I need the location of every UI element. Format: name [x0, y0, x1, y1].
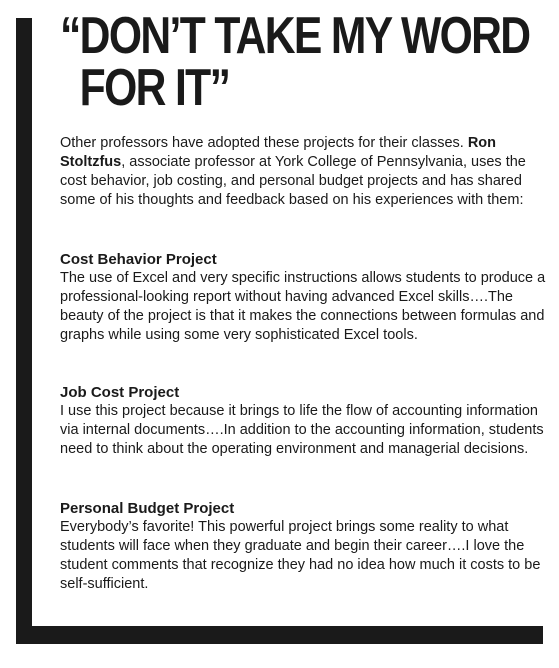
intro-text-end: , associate professor at York College of Pennsylvania, uses the cost behavior, job costing, and personal budget projects and has shared some of his thoughts and feedback based on his experiences with them: — [60, 154, 526, 208]
section-body: The use of Excel and very specific instructions allows students to produce a professional-looking report without having advanced Excel skills….The beauty of the project is that it makes the connections between formulas and graphs while using some very sophisticated Excel tools. — [60, 270, 546, 343]
intro-text-start: Other professors have adopted these projects for their classes. — [60, 135, 468, 151]
bottom-frame-bar — [16, 626, 543, 644]
left-frame-bar — [16, 18, 32, 644]
section-title: Cost Behavior Project — [60, 251, 217, 268]
headline — [60, 7, 544, 117]
job-cost-section — [60, 383, 546, 459]
intro-paragraph — [60, 134, 546, 210]
headline-line-2: FOR IT” — [79, 59, 230, 117]
headline-line-1: “DON’T TAKE MY WORD — [60, 7, 530, 65]
section-title: Job Cost Project — [60, 384, 180, 401]
personal-budget-section — [60, 499, 546, 594]
section-body: I use this project because it brings to life the flow of accounting information via internal documents….In addition to the accounting information, students need to think about the operating environment and managerial decisions. — [60, 403, 544, 457]
cost-behavior-section — [60, 250, 546, 345]
professor-name: Ron Stoltzfus — [60, 135, 497, 170]
section-title: Personal Budget Project — [60, 500, 235, 517]
section-body: Everybody’s favorite! This powerful project brings some reality to what students will face when they graduate and begin their career….I love the student comments that recognize they had no idea how much it costs to be self-sufficient. — [60, 519, 541, 592]
